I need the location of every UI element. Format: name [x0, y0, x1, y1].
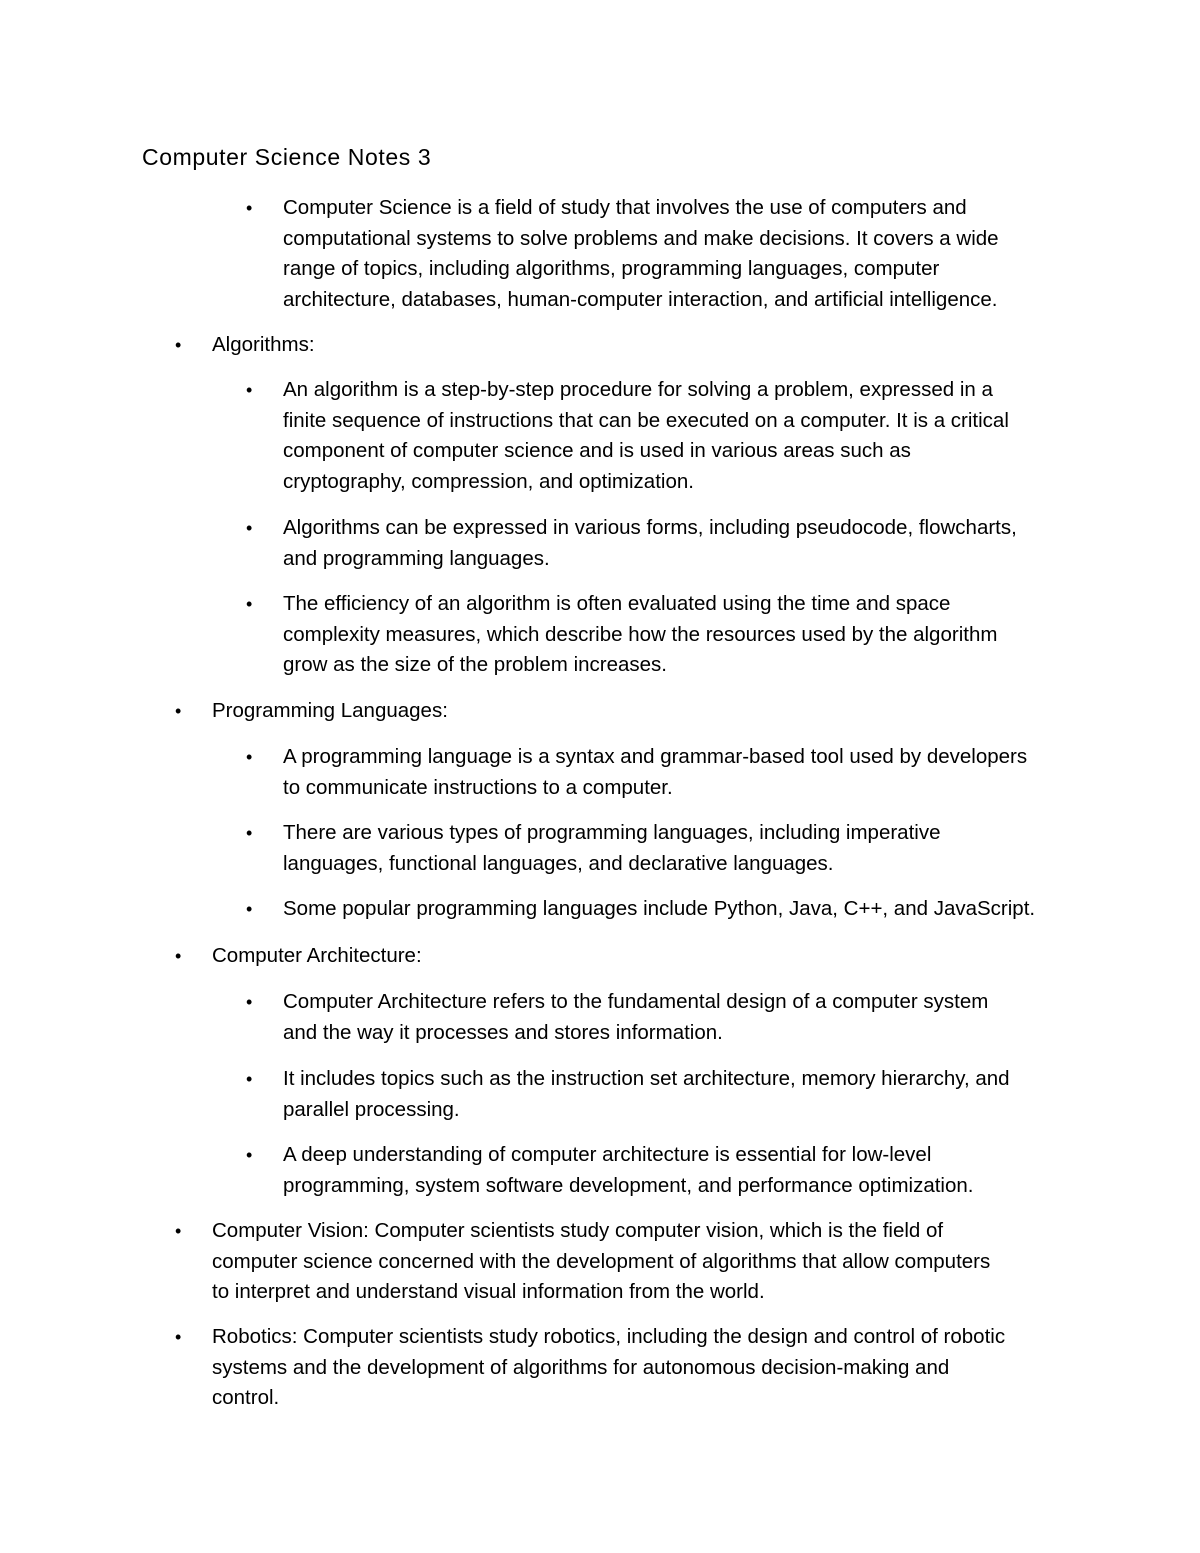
- list-item-line: programming, system software development, and performance optimization.: [283, 1173, 974, 1197]
- list-item: [246, 1064, 1093, 1125]
- list-item: [246, 894, 1093, 925]
- bullet-icon: •: [175, 335, 182, 355]
- list-item: [246, 1140, 1093, 1201]
- bullet-icon: •: [175, 701, 182, 721]
- list-item-line: A deep understanding of computer architecture is essential for low-level: [283, 1143, 932, 1166]
- list-item-line: finite sequence of instructions that can be executed on a computer. It is a critical: [283, 408, 1009, 432]
- list-item-line: complexity measures, which describe how the resources used by the algorithm: [283, 622, 998, 646]
- list-item-line: Computer Science is a field of study that involves the use of computers and: [283, 196, 967, 219]
- section-computer-vision: [175, 1216, 1092, 1308]
- list-item-line: languages, functional languages, and declarative languages.: [283, 851, 834, 875]
- bullet-icon: •: [246, 594, 253, 614]
- bullet-icon: •: [175, 946, 182, 966]
- bullet-icon: •: [246, 899, 253, 919]
- list-item-line: Some popular programming languages include Python, Java, C++, and JavaScript.: [283, 897, 1036, 920]
- bullet-icon: •: [246, 1145, 253, 1165]
- page-title: Computer Science Notes 3: [142, 144, 432, 170]
- section-heading-programming-languages: [175, 696, 1092, 727]
- bullet-icon: •: [246, 380, 253, 400]
- list-item-line: parallel processing.: [283, 1097, 460, 1121]
- list-item-line: Algorithms:: [212, 333, 315, 356]
- list-item-line: to communicate instructions to a computer.: [283, 775, 673, 799]
- bullet-icon: •: [246, 198, 253, 218]
- list-item: [246, 589, 1093, 681]
- list-item-line: control.: [212, 1386, 280, 1409]
- list-item-line: component of computer science and is used in various areas such as: [283, 439, 911, 462]
- list-item: [246, 742, 1093, 803]
- bullet-icon: •: [246, 747, 253, 767]
- list-item-line: It includes topics such as the instruction set architecture, memory hierarchy, and: [283, 1067, 1010, 1090]
- list-item-line: computer science concerned with the development of algorithms that allow computers: [212, 1249, 991, 1273]
- list-item-line: and programming languages.: [283, 546, 550, 570]
- bullet-icon: •: [246, 992, 253, 1012]
- section-heading-algorithms: [175, 330, 1092, 361]
- list-item-line: grow as the size of the problem increases.: [283, 653, 667, 676]
- section-robotics: [175, 1322, 1092, 1414]
- list-item-line: Algorithms can be expressed in various forms, including pseudocode, flowcharts,: [283, 516, 1017, 539]
- bullet-icon: •: [246, 1069, 253, 1089]
- list-item: [246, 818, 1093, 879]
- list-item-line: Programming Languages:: [212, 699, 448, 722]
- list-item: [246, 375, 1093, 497]
- list-item: [246, 193, 1093, 315]
- bullet-icon: •: [246, 518, 253, 538]
- list-item-line: computational systems to solve problems and make decisions. It covers a wide: [283, 226, 999, 250]
- list-item-line: Computer Architecture:: [212, 944, 422, 967]
- list-item-line: systems and the development of algorithms for autonomous decision-making and: [212, 1355, 950, 1379]
- list-item-line: The efficiency of an algorithm is often evaluated using the time and space: [283, 592, 951, 615]
- list-item-line: range of topics, including algorithms, programming languages, computer: [283, 257, 940, 280]
- list-item-line: An algorithm is a step-by-step procedure for solving a problem, expressed in a: [283, 378, 993, 401]
- bullet-icon: •: [246, 823, 253, 843]
- list-item: [246, 513, 1093, 574]
- list-item-line: Robotics: Computer scientists study robotics, including the design and control of robotic: [212, 1325, 1006, 1348]
- list-item: [246, 987, 1093, 1048]
- list-item-line: architecture, databases, human-computer interaction, and artificial intelligence.: [283, 287, 998, 311]
- bullet-icon: •: [175, 1221, 182, 1241]
- list-item-line: to interpret and understand visual information from the world.: [212, 1280, 765, 1303]
- list-item-line: There are various types of programming languages, including imperative: [283, 821, 941, 844]
- bullet-icon: •: [175, 1327, 182, 1347]
- list-item-line: cryptography, compression, and optimization.: [283, 469, 694, 493]
- list-item-line: Computer Vision: Computer scientists study computer vision, which is the field of: [212, 1219, 944, 1242]
- list-item-line: and the way it processes and stores information.: [283, 1020, 723, 1044]
- list-item-line: Computer Architecture refers to the fundamental design of a computer system: [283, 990, 989, 1013]
- section-heading-computer-architecture: [175, 941, 1092, 972]
- list-item-line: A programming language is a syntax and grammar-based tool used by developers: [283, 745, 1028, 768]
